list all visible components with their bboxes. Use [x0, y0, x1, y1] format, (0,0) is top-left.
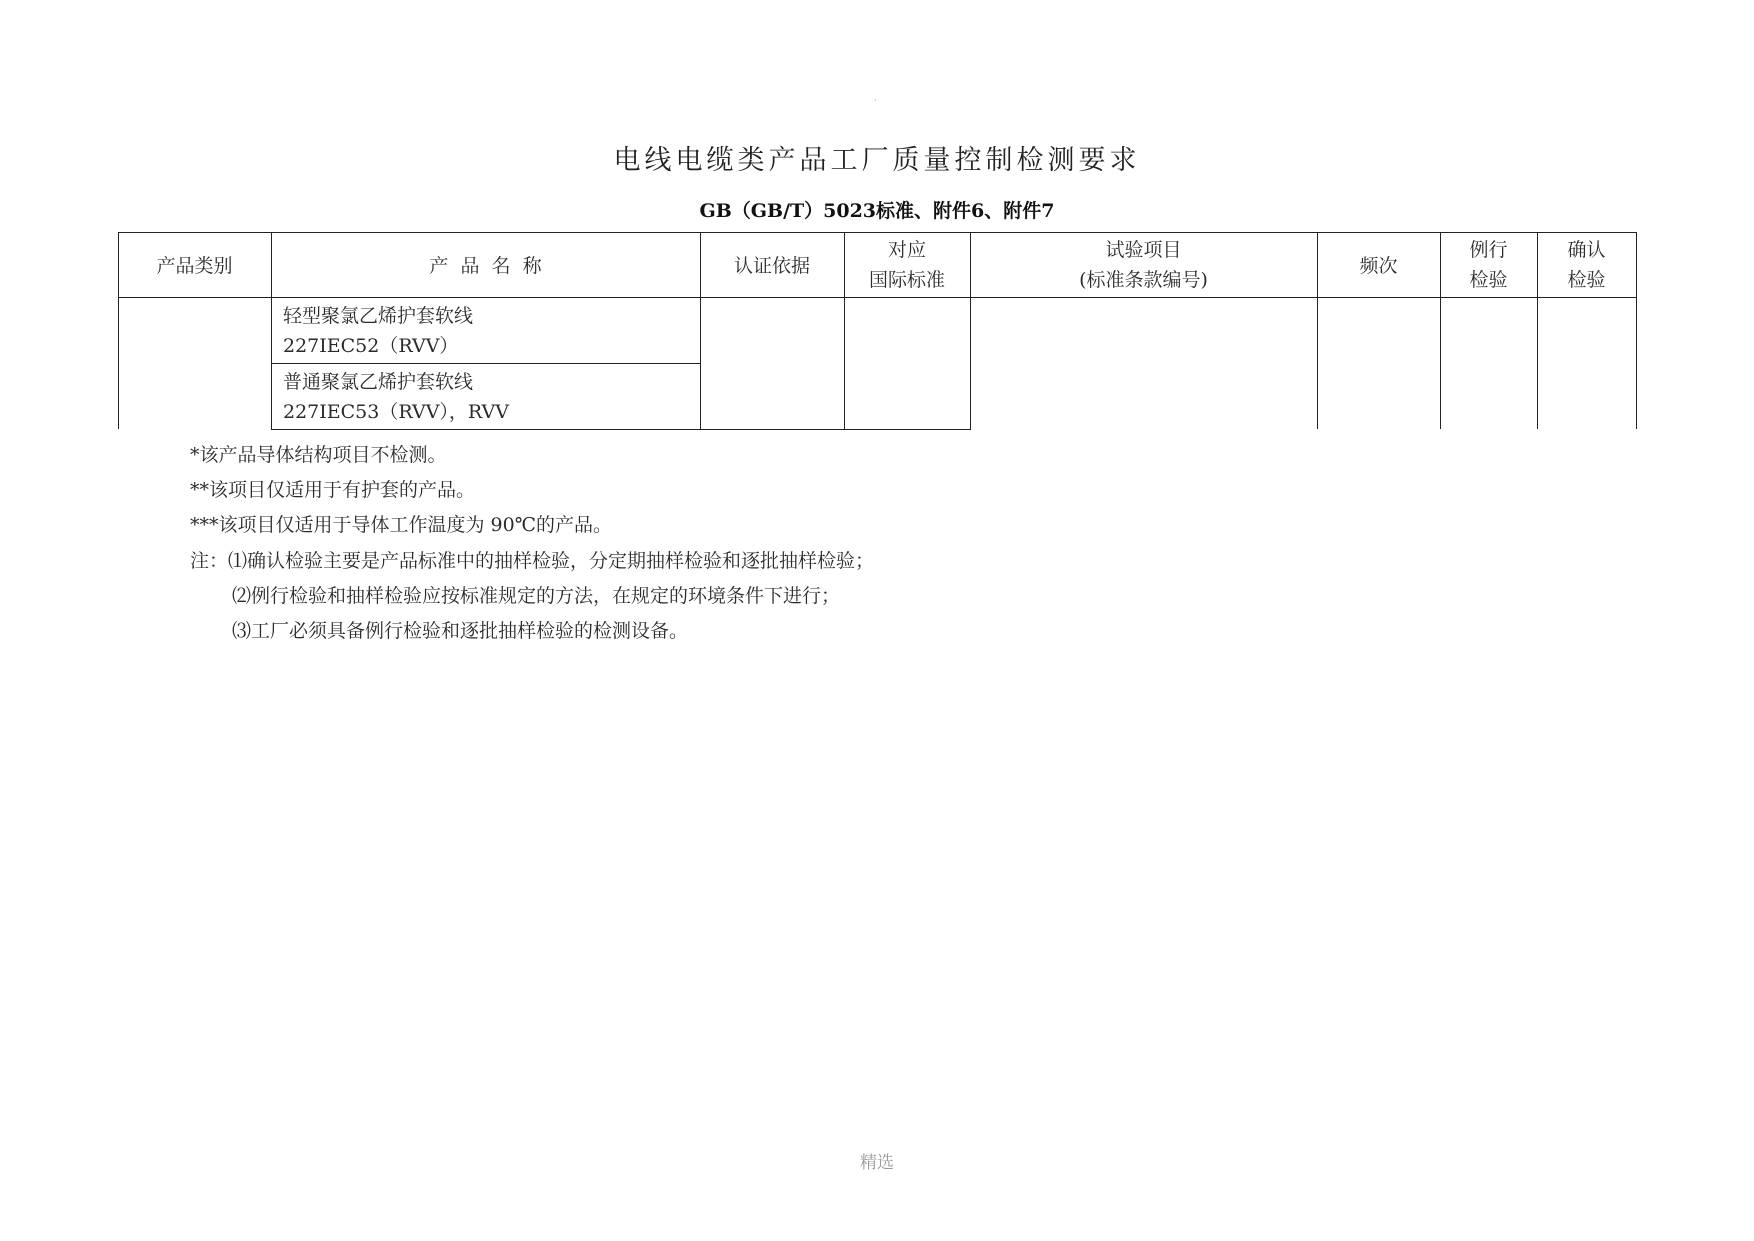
- product-model-line2: 227IEC52（RVV）: [283, 335, 459, 357]
- page-title: 电线电缆类产品工厂质量控制检测要求: [613, 145, 1141, 176]
- note-1: *该产品导体结构项目不检测。: [190, 444, 447, 466]
- header-routine: [1440, 235, 1537, 295]
- col-line-8: [1636, 232, 1637, 429]
- note-2: **该项目仅适用于有护套的产品。: [190, 479, 476, 501]
- header-product-name: 产 品 名 称: [429, 255, 542, 277]
- header-intl-standard-line2: 国际标准: [868, 269, 945, 291]
- page-footer: 精选: [860, 1153, 894, 1173]
- top-mark: ·: [874, 96, 877, 105]
- header-confirm-line1: 确认: [1567, 239, 1606, 261]
- table-row: [283, 367, 509, 427]
- header-test-items-line1: 试验项目: [1105, 239, 1182, 261]
- table-row: [283, 301, 473, 361]
- note-6: ⑶工厂必须具备例行检验和逐批抽样检验的检测设备。: [232, 620, 689, 642]
- product-model-line2: 227IEC53（RVV），RVV: [283, 401, 509, 423]
- header-intl-standard: [844, 235, 970, 295]
- table-border-top: [118, 232, 1636, 233]
- note-4: 注：⑴确认检验主要是产品标准中的抽样检验，分定期抽样检验和逐批抽样检验；: [190, 550, 875, 572]
- table-header-bottom: [118, 297, 1636, 298]
- header-routine-line2: 检验: [1469, 269, 1508, 291]
- note-5: ⑵例行检验和抽样检验应按标准规定的方法，在规定的环境条件下进行；: [232, 585, 841, 607]
- header-routine-line1: 例行: [1469, 239, 1508, 261]
- header-test-items-line2: (标准条款编号): [1079, 269, 1208, 291]
- table-bottom-partial: [271, 429, 971, 430]
- header-confirm: [1537, 235, 1636, 295]
- page-subtitle: GB（GB/T）5023标准、附件6、附件7: [699, 200, 1055, 222]
- product-name-line1: 轻型聚氯乙烯护套软线: [283, 305, 474, 327]
- header-intl-standard-line1: 对应: [887, 239, 926, 261]
- note-3: ***该项目仅适用于导体工作温度为 90℃的产品。: [190, 514, 612, 536]
- row-divider: [271, 363, 700, 364]
- header-frequency: 频次: [1359, 255, 1398, 277]
- product-name-line1: 普通聚氯乙烯护套软线: [283, 371, 474, 393]
- header-category: 产品类别: [156, 255, 233, 277]
- header-test-items: [970, 235, 1317, 295]
- header-basis: 认证依据: [733, 255, 810, 277]
- header-confirm-line2: 检验: [1567, 269, 1606, 291]
